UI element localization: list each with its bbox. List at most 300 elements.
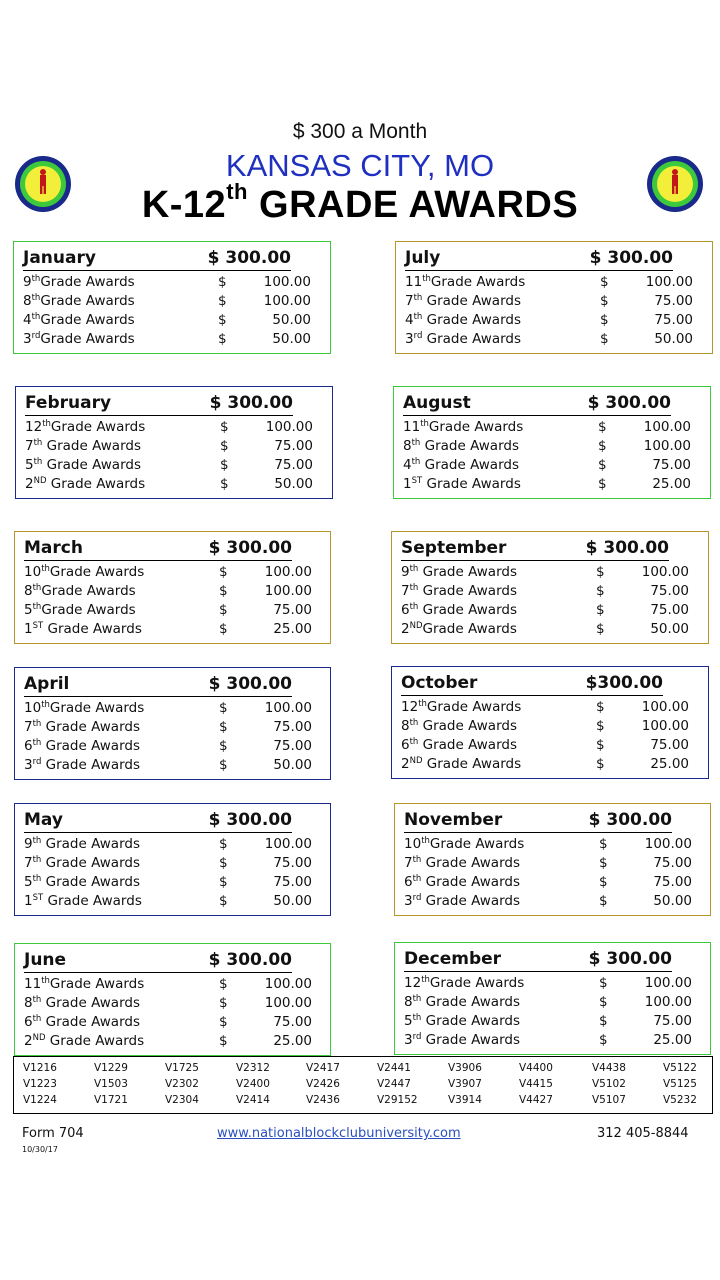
grade-awards-text: Grade Awards [41,995,140,1011]
award-row [404,993,694,1012]
award-label [404,835,524,854]
grade-suffix: th [412,994,422,1004]
grade-number: 2 [401,756,410,772]
award-amount: 100.00 [264,700,312,716]
dollar-sign: $ [599,893,608,909]
grade-awards-text: Grade Awards [426,699,522,715]
award-label [23,292,135,311]
award-label [404,892,520,911]
code-cell: V4415 [519,1078,553,1090]
award-amount: 75.00 [650,602,689,618]
award-row [24,756,314,775]
code-cell: V5125 [663,1078,697,1090]
dollar-sign: $ [598,419,607,435]
dollar-sign: $ [218,274,227,290]
award-row [23,330,313,349]
dollar-sign: $ [219,836,228,852]
dollar-sign: $ [219,719,228,735]
grade-suffix: rd [412,1032,422,1042]
grade-number: 12 [401,699,419,715]
grade-number: 10 [404,836,422,852]
month-name: February [25,393,112,413]
grade-number: 5 [404,1013,413,1029]
award-row [401,717,691,736]
award-amount: 100.00 [641,564,689,580]
grade-awards-text: Grade Awards [422,476,521,492]
grade-awards-text: Grade Awards [422,756,522,772]
award-amount: 100.00 [645,274,693,290]
grade-awards-text: Grade Awards [42,457,141,473]
grade-awards-text: Grade Awards [420,438,519,454]
award-amount: 100.00 [264,976,312,992]
dollar-sign: $ [219,855,228,871]
dollar-sign: $ [219,976,228,992]
grade-number: 3 [404,893,413,909]
award-label [24,718,140,737]
grade-number: 10 [24,564,42,580]
award-amount: 75.00 [273,1014,312,1030]
grade-suffix: ND [33,476,47,486]
award-label [401,563,517,582]
award-row [401,755,691,774]
code-cell: V2417 [306,1062,340,1074]
dollar-sign: $ [219,700,228,716]
award-label [24,994,140,1013]
award-row [24,994,314,1013]
award-amount: 75.00 [273,719,312,735]
grade-number: 8 [24,583,33,599]
code-cell: V5102 [592,1078,626,1090]
dollar-sign: $ [599,975,608,991]
grade-awards-text: Grade Awards [43,621,142,637]
grade-suffix: ST [32,893,44,903]
grade-suffix: th [409,583,419,593]
month-header [401,538,669,561]
code-cell: V2414 [236,1094,270,1106]
award-amount: 75.00 [653,1013,692,1029]
award-amount: 75.00 [273,738,312,754]
grade-awards-text: Grade Awards [418,583,517,599]
dollar-sign: $ [596,602,605,618]
grade-awards-text: Grade Awards [429,836,525,852]
grade-awards-text: Grade Awards [42,438,141,454]
award-amount: 100.00 [264,836,312,852]
grade-awards-text: Grade Awards [421,1013,520,1029]
award-amount: 25.00 [273,1033,312,1049]
award-row [405,330,695,349]
award-amount: 50.00 [273,757,312,773]
grade-suffix: th [32,995,42,1005]
award-amount: 100.00 [264,995,312,1011]
award-amount: 100.00 [644,975,692,991]
grade-number: 8 [403,438,412,454]
award-row [405,292,695,311]
award-amount: 100.00 [644,994,692,1010]
website-link[interactable]: www.nationalblockclubuniversity.com [217,1126,461,1141]
grade-suffix: th [32,602,42,612]
form-number: Form 704 [22,1126,84,1141]
grade-number: 7 [25,438,34,454]
code-cell: V29152 [377,1094,418,1106]
award-row [24,699,314,718]
dollar-sign: $ [219,874,228,890]
award-row [24,835,314,854]
grade-awards-text: Grade Awards [420,457,519,473]
grade-awards-text: Grade Awards [422,331,522,347]
grade-number: 6 [401,737,410,753]
grade-number: 3 [405,331,414,347]
award-label [24,892,142,911]
award-amount: 100.00 [643,438,691,454]
award-label [404,993,520,1012]
code-cell: V2436 [306,1094,340,1106]
award-label [401,620,517,639]
dollar-sign: $ [600,312,609,328]
month-header [24,810,292,833]
grade-awards-text: Grade Awards [49,976,145,992]
month-box-may [14,803,331,916]
grade-suffix: th [41,564,50,574]
award-amount: 50.00 [273,893,312,909]
award-amount: 75.00 [653,855,692,871]
award-label [24,563,144,582]
grade-suffix: th [411,438,421,448]
award-label [24,699,144,718]
code-cell: V1223 [23,1078,57,1090]
code-cell: V3914 [448,1094,482,1106]
grade-awards-text: Grade Awards [418,564,517,580]
grade-awards-text: Grade Awards [41,602,136,618]
grade-awards-text: Grade Awards [41,855,140,871]
dollar-sign: $ [596,737,605,753]
month-box-september [391,531,709,644]
month-total: $ 300.00 [588,810,672,830]
grade-awards-text: Grade Awards [421,874,520,890]
grade-number: 5 [24,602,33,618]
code-cell: V1503 [94,1078,128,1090]
award-amount: 25.00 [652,476,691,492]
award-label [25,437,141,456]
grade-number: 12 [25,419,43,435]
grade-number: 10 [24,700,42,716]
dollar-sign: $ [600,293,609,309]
month-total: $ 300.00 [589,248,673,268]
grade-suffix: th [31,293,41,303]
code-cell: V2304 [165,1094,199,1106]
grade-suffix: th [409,737,419,747]
grade-suffix: th [42,419,51,429]
award-row [24,601,314,620]
grade-suffix: rd [412,893,422,903]
grade-suffix: th [413,293,423,303]
award-label [404,1031,520,1050]
award-label [401,755,521,774]
grade-number: 11 [403,419,421,435]
grade-suffix: ST [411,476,423,486]
grade-suffix: th [33,438,43,448]
grade-number: 5 [25,457,34,473]
month-box-october [391,666,709,779]
grade-number: 9 [401,564,410,580]
award-row [404,835,694,854]
month-total: $ 300.00 [208,674,292,694]
grade-number: 5 [24,874,33,890]
award-label [24,854,140,873]
award-label [23,311,135,330]
grade-number: 2 [401,621,410,637]
month-total: $ 300.00 [587,393,671,413]
grade-awards-text: Grade Awards [40,331,135,347]
grade-number: 7 [401,583,410,599]
dollar-sign: $ [219,583,228,599]
award-amount: 100.00 [263,274,311,290]
award-row [23,273,313,292]
award-label [25,418,145,437]
dollar-sign: $ [219,893,228,909]
dollar-sign: $ [599,1013,608,1029]
title-sup: th [226,179,248,204]
month-name: November [404,810,503,830]
month-box-december [394,942,711,1055]
code-cell: V1229 [94,1062,128,1074]
dollar-sign: $ [596,699,605,715]
dollar-sign: $ [219,564,228,580]
month-total: $ 300.00 [207,248,291,268]
grade-number: 8 [24,995,33,1011]
award-row [24,873,314,892]
award-row [403,437,693,456]
code-cell: V2302 [165,1078,199,1090]
month-name: July [405,248,441,268]
award-row [24,975,314,994]
grade-suffix: rd [31,331,41,341]
grade-awards-text: Grade Awards [43,893,142,909]
month-total: $ 300.00 [208,950,292,970]
grade-awards-text: Grade Awards [41,1014,140,1030]
grade-number: 7 [405,293,414,309]
award-amount: 25.00 [650,756,689,772]
award-amount: 75.00 [274,438,313,454]
grade-suffix: th [421,836,430,846]
award-amount: 100.00 [641,718,689,734]
grade-number: 6 [404,874,413,890]
month-total: $ 300.00 [208,538,292,558]
month-total: $ 300.00 [588,949,672,969]
award-seal-icon [646,155,704,213]
grade-number: 3 [24,757,33,773]
award-row [404,873,694,892]
grade-awards-text: Grade Awards [422,621,517,637]
grade-number: 1 [24,621,33,637]
grade-suffix: th [33,457,43,467]
month-name: June [24,950,67,970]
dollar-sign: $ [220,457,229,473]
award-label [24,1013,140,1032]
award-amount: 100.00 [264,583,312,599]
month-box-november [394,803,711,916]
award-label [403,418,523,437]
grade-number: 6 [401,602,410,618]
dollar-sign: $ [220,438,229,454]
award-row [405,311,695,330]
subtitle-amount: $ 300 a Month [292,120,428,143]
phone-number: 312 405-8844 [597,1126,689,1141]
award-row [23,292,313,311]
code-cell: V2441 [377,1062,411,1074]
award-amount: 50.00 [272,331,311,347]
award-row [403,418,693,437]
grade-suffix: th [41,700,50,710]
grade-suffix: th [32,855,42,865]
code-cell: V2426 [306,1078,340,1090]
code-cell: V4438 [592,1062,626,1074]
grade-suffix: th [32,1014,42,1024]
grade-awards-text: Grade Awards [41,719,140,735]
month-header [24,674,292,697]
award-amount: 50.00 [653,893,692,909]
award-row [25,418,315,437]
grade-number: 7 [404,855,413,871]
grade-awards-text: Grade Awards [40,293,135,309]
grade-awards-text: Grade Awards [41,874,140,890]
month-name: August [403,393,471,413]
award-amount: 75.00 [650,737,689,753]
award-amount: 75.00 [654,312,693,328]
award-label [24,756,140,775]
grade-awards-text: Grade Awards [421,1032,521,1048]
award-amount: 50.00 [274,476,313,492]
award-label [401,736,517,755]
dollar-sign: $ [598,457,607,473]
grade-awards-text: Grade Awards [41,583,136,599]
grade-suffix: th [32,738,42,748]
month-box-july [395,241,713,354]
award-amount: 100.00 [641,699,689,715]
dollar-sign: $ [599,874,608,890]
grade-awards-text: Grade Awards [422,312,521,328]
grade-suffix: th [421,975,430,985]
grade-number: 11 [24,976,42,992]
dollar-sign: $ [599,1032,608,1048]
award-row [404,892,694,911]
grade-suffix: ND [32,1033,46,1043]
grade-awards-text: Grade Awards [41,757,141,773]
award-label [24,582,136,601]
code-cell: V5122 [663,1062,697,1074]
code-cell: V1224 [23,1094,57,1106]
award-row [404,1012,694,1031]
grade-awards-text: Grade Awards [430,274,526,290]
grade-suffix: rd [413,331,423,341]
grade-number: 8 [23,293,32,309]
grade-number: 9 [24,836,33,852]
month-box-march [14,531,331,644]
month-header [23,248,291,271]
award-label [24,975,144,994]
grade-suffix: th [31,312,41,322]
month-box-january [13,241,331,354]
award-row [405,273,695,292]
month-name: January [23,248,96,268]
award-amount: 50.00 [650,621,689,637]
grade-number: 3 [404,1032,413,1048]
award-label [23,273,135,292]
code-cell: V3907 [448,1078,482,1090]
code-cell: V2312 [236,1062,270,1074]
grade-suffix: th [420,419,429,429]
award-row [401,620,691,639]
month-name: April [24,674,70,694]
award-label [24,620,142,639]
grade-suffix: ND [409,621,423,631]
title-pre: K-12 [141,184,227,226]
dollar-sign: $ [219,995,228,1011]
grade-suffix: th [31,274,41,284]
award-amount: 75.00 [273,874,312,890]
city-heading: KANSAS CITY, MO [225,148,495,183]
award-label [405,292,521,311]
grade-suffix: ST [32,621,44,631]
grade-suffix: ND [409,756,423,766]
award-label [404,873,520,892]
grade-number: 8 [401,718,410,734]
grade-suffix: th [32,874,42,884]
month-name: October [401,673,478,693]
grade-number: 12 [404,975,422,991]
month-header [24,950,292,973]
month-name: March [24,538,83,558]
award-row [24,563,314,582]
award-row [404,974,694,993]
grade-suffix: th [32,583,42,593]
award-label [401,698,521,717]
grade-number: 7 [24,719,33,735]
award-amount: 100.00 [264,564,312,580]
award-label [401,717,517,736]
award-amount: 100.00 [265,419,313,435]
award-row [24,620,314,639]
grade-suffix: th [412,1013,422,1023]
dollar-sign: $ [600,274,609,290]
award-seal-icon [14,155,72,213]
code-cell: V1721 [94,1094,128,1106]
award-label [401,601,517,620]
award-row [403,475,693,494]
award-amount: 100.00 [644,836,692,852]
award-label [403,475,521,494]
dollar-sign: $ [219,738,228,754]
form-date: 10/30/17 [22,1145,58,1154]
award-label [23,330,135,349]
grade-suffix: th [409,564,419,574]
month-header [24,538,292,561]
grade-awards-text: Grade Awards [422,293,521,309]
page-title [0,179,720,227]
month-header [401,673,663,696]
dollar-sign: $ [599,855,608,871]
dollar-sign: $ [596,564,605,580]
dollar-sign: $ [218,293,227,309]
award-label [24,601,136,620]
dollar-sign: $ [598,438,607,454]
dollar-sign: $ [596,621,605,637]
award-label [24,873,140,892]
award-row [403,456,693,475]
dollar-sign: $ [219,1014,228,1030]
award-label [405,330,521,349]
month-header [405,248,673,271]
award-amount: 25.00 [653,1032,692,1048]
